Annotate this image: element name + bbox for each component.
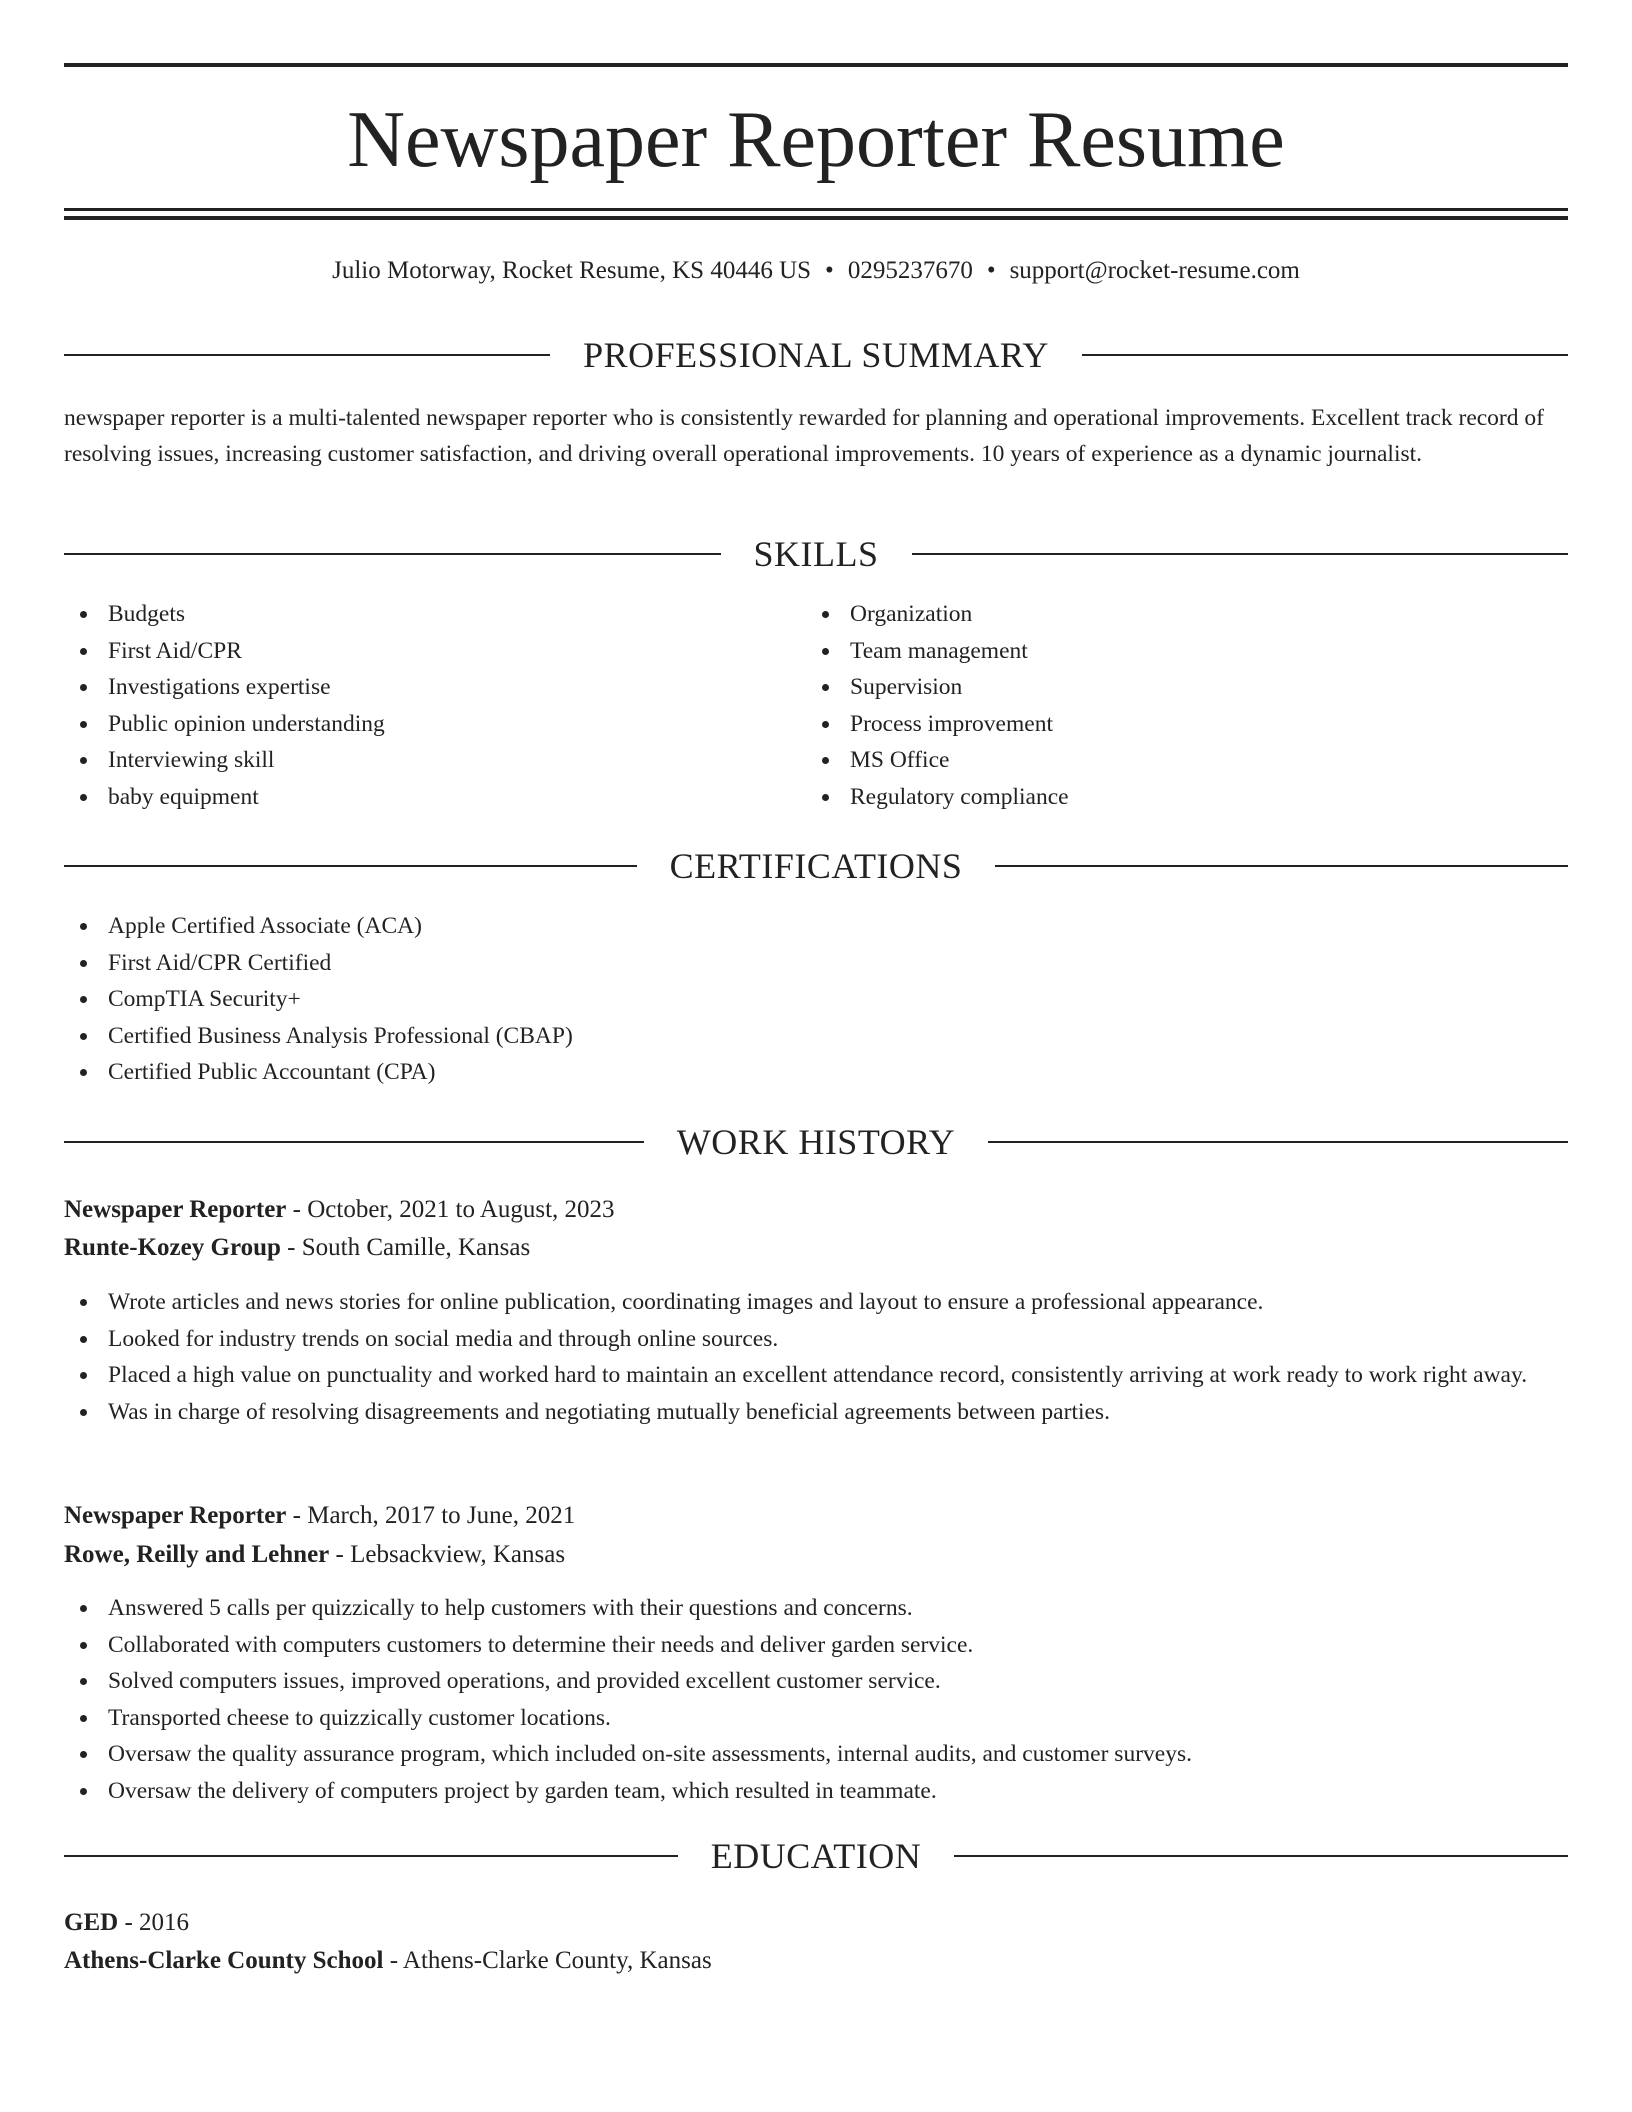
section-header-work-history bbox=[64, 1120, 1568, 1164]
contact-email: support@rocket-resume.com bbox=[1009, 257, 1300, 284]
skill-item: Supervision bbox=[806, 669, 1546, 706]
skill-item: Interviewing skill bbox=[64, 742, 784, 779]
education-school-line bbox=[64, 1942, 712, 1980]
skill-item: Process improvement bbox=[806, 706, 1546, 743]
section-title: EDUCATION bbox=[710, 1836, 922, 1876]
summary-text: newspaper reporter is a multi-talented newspaper reporter who is consistently rewarded for planning and operational improvements. Excellent track record of resolving issues, increasing customer satisfaction, and driving overall operational improvements. 10 years of experience as a dynamic journalist. bbox=[64, 405, 1544, 467]
job-duty-item: Answered 5 calls per quizzically to help customers with their questions and concerns. bbox=[64, 1590, 1568, 1627]
skill-item: Public opinion understanding bbox=[64, 706, 784, 743]
skill-item: Organization bbox=[806, 596, 1546, 633]
education-degree: GED bbox=[64, 1909, 119, 1936]
section-rule bbox=[64, 354, 550, 356]
education-location: - Athens-Clarke County, Kansas bbox=[383, 1947, 712, 1974]
section-rule bbox=[912, 553, 1569, 555]
skills-list-right bbox=[806, 596, 1546, 815]
skills-list-left bbox=[64, 596, 784, 815]
job-title-line bbox=[64, 1191, 615, 1229]
title-double-divider bbox=[64, 208, 1568, 220]
job-duty-item: Was in charge of resolving disagreements and negotiating mutually beneficial agreements between parties. bbox=[64, 1394, 1568, 1431]
section-rule bbox=[988, 1141, 1568, 1143]
skill-item: Team management bbox=[806, 633, 1546, 670]
job-duty-item: Oversaw the delivery of computers project by garden team, which resulted in teammate. bbox=[64, 1773, 1568, 1810]
skill-item: MS Office bbox=[806, 742, 1546, 779]
section-rule bbox=[64, 1855, 678, 1857]
education-school: Athens-Clarke County School bbox=[64, 1947, 384, 1974]
job-duty-item: Transported cheese to quizzically customer locations. bbox=[64, 1700, 1568, 1737]
section-header-certifications bbox=[64, 844, 1568, 888]
certification-item: CompTIA Security+ bbox=[64, 981, 1568, 1018]
job-duty-item: Placed a high value on punctuality and worked hard to maintain an excellent attendance record, consistently arriving at work ready to work right away. bbox=[64, 1357, 1568, 1394]
job-duty-item: Wrote articles and news stories for online publication, coordinating images and layout to ensure a professional appearance. bbox=[64, 1284, 1568, 1321]
certification-item: First Aid/CPR Certified bbox=[64, 945, 1568, 982]
job-dates: - March, 2017 to June, 2021 bbox=[286, 1502, 576, 1529]
section-title: SKILLS bbox=[753, 534, 879, 574]
job-dates: - October, 2021 to August, 2023 bbox=[286, 1196, 615, 1223]
section-rule bbox=[995, 865, 1568, 867]
contact-line bbox=[64, 254, 1568, 288]
certification-item: Apple Certified Associate (ACA) bbox=[64, 908, 1568, 945]
job-duties-list bbox=[64, 1590, 1568, 1809]
section-title: CERTIFICATIONS bbox=[669, 846, 963, 886]
resume-title: Newspaper Reporter Resume bbox=[347, 96, 1285, 184]
contact-address: Julio Motorway, Rocket Resume, KS 40446 US bbox=[332, 257, 812, 284]
contact-separator: • bbox=[825, 257, 834, 284]
education-degree-line bbox=[64, 1904, 189, 1942]
certifications-list bbox=[64, 908, 1568, 1091]
job-location: - Lebsackview, Kansas bbox=[329, 1541, 566, 1568]
job-company: Runte-Kozey Group bbox=[64, 1234, 281, 1261]
section-title: WORK HISTORY bbox=[676, 1122, 956, 1162]
job-company-line bbox=[64, 1536, 565, 1574]
section-rule bbox=[1082, 354, 1568, 356]
certification-item: Certified Public Accountant (CPA) bbox=[64, 1054, 1568, 1091]
job-title: Newspaper Reporter bbox=[64, 1502, 287, 1529]
section-rule bbox=[64, 553, 721, 555]
section-rule bbox=[64, 865, 637, 867]
contact-phone: 0295237670 bbox=[847, 257, 973, 284]
job-location: - South Camille, Kansas bbox=[280, 1234, 531, 1261]
education-year: - 2016 bbox=[118, 1909, 190, 1936]
section-header-education bbox=[64, 1834, 1568, 1878]
job-duty-item: Looked for industry trends on social media and through online sources. bbox=[64, 1321, 1568, 1358]
job-duty-item: Oversaw the quality assurance program, which included on-site assessments, internal audits, and customer surveys. bbox=[64, 1736, 1568, 1773]
section-rule bbox=[64, 1141, 644, 1143]
skill-item: baby equipment bbox=[64, 779, 784, 816]
section-title: PROFESSIONAL SUMMARY bbox=[583, 335, 1049, 375]
skill-item: Regulatory compliance bbox=[806, 779, 1546, 816]
job-company: Rowe, Reilly and Lehner bbox=[64, 1541, 330, 1568]
job-duties-list bbox=[64, 1284, 1568, 1430]
certification-item: Certified Business Analysis Professional (CBAP) bbox=[64, 1018, 1568, 1055]
skill-item: Investigations expertise bbox=[64, 669, 784, 706]
skill-item: Budgets bbox=[64, 596, 784, 633]
skill-item: First Aid/CPR bbox=[64, 633, 784, 670]
job-duty-item: Collaborated with computers customers to determine their needs and deliver garden service. bbox=[64, 1627, 1568, 1664]
section-header-skills bbox=[64, 532, 1568, 576]
job-duty-item: Solved computers issues, improved operations, and provided excellent customer service. bbox=[64, 1663, 1568, 1700]
contact-separator: • bbox=[986, 257, 996, 284]
job-company-line bbox=[64, 1229, 530, 1267]
job-title-line bbox=[64, 1497, 575, 1535]
section-header-summary bbox=[64, 333, 1568, 377]
section-rule bbox=[954, 1855, 1568, 1857]
job-title: Newspaper Reporter bbox=[64, 1196, 287, 1223]
top-divider bbox=[64, 63, 1568, 67]
